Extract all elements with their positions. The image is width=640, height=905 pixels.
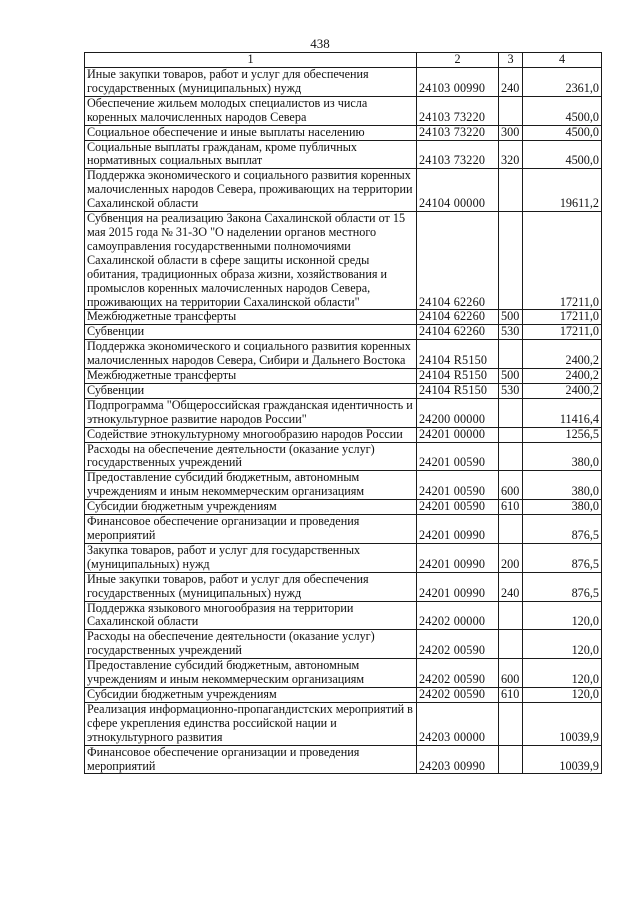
row-name-cell: Субвенции xyxy=(85,325,417,340)
row-code-cell: 24201 00590 xyxy=(417,442,499,471)
row-expense-type-cell xyxy=(499,601,523,630)
row-name-cell: Социальное обеспечение и иные выплаты населению xyxy=(85,125,417,140)
table-row xyxy=(85,572,602,601)
row-code-cell: 24103 73220 xyxy=(417,125,499,140)
row-expense-type-cell xyxy=(499,630,523,659)
table-row xyxy=(85,125,602,140)
row-name-cell: Финансовое обеспечение организации и проведения мероприятий xyxy=(85,745,417,774)
row-expense-type-cell: 200 xyxy=(499,543,523,572)
row-name-cell: Социальные выплаты гражданам, кроме публичных нормативных социальных выплат xyxy=(85,140,417,169)
column-header-4: 4 xyxy=(523,53,602,68)
row-expense-type-cell: 320 xyxy=(499,140,523,169)
row-amount-cell: 120,0 xyxy=(523,601,602,630)
row-code-cell: 24202 00000 xyxy=(417,601,499,630)
row-name-cell: Закупка товаров, работ и услуг для государственных (муниципальных) нужд xyxy=(85,543,417,572)
row-name-cell: Обеспечение жильем молодых специалистов из числа коренных малочисленных народов Севера xyxy=(85,96,417,125)
row-name-cell: Поддержка экономического и социального развития коренных малочисленных народов Севера, Сибири и Дальнего Востока xyxy=(85,340,417,369)
table-row xyxy=(85,601,602,630)
row-expense-type-cell xyxy=(499,702,523,745)
row-name-cell: Предоставление субсидий бюджетным, автономным учреждениям и иным некоммерческим организациям xyxy=(85,659,417,688)
budget-table xyxy=(84,52,602,774)
table-row xyxy=(85,471,602,500)
row-name-cell: Поддержка экономического и социального развития коренных малочисленных народов Севера, проживающих на территории Сахалинской области xyxy=(85,169,417,212)
column-header-2: 2 xyxy=(417,53,499,68)
table-row xyxy=(85,702,602,745)
row-expense-type-cell xyxy=(499,340,523,369)
row-expense-type-cell: 600 xyxy=(499,659,523,688)
row-expense-type-cell xyxy=(499,398,523,427)
table-row xyxy=(85,442,602,471)
page-number: 438 xyxy=(310,36,330,51)
row-amount-cell: 4500,0 xyxy=(523,125,602,140)
row-code-cell: 24104 R5150 xyxy=(417,340,499,369)
row-amount-cell: 2400,2 xyxy=(523,383,602,398)
table-row xyxy=(85,515,602,544)
row-name-cell: Субсидии бюджетным учреждениям xyxy=(85,500,417,515)
row-name-cell: Поддержка языкового многообразия на территории Сахалинской области xyxy=(85,601,417,630)
table-row xyxy=(85,68,602,97)
row-name-cell: Расходы на обеспечение деятельности (оказание услуг) государственных учреждений xyxy=(85,442,417,471)
row-amount-cell: 2361,0 xyxy=(523,68,602,97)
column-header-1: 1 xyxy=(85,53,417,68)
table-row xyxy=(85,687,602,702)
row-expense-type-cell: 530 xyxy=(499,325,523,340)
row-name-cell: Финансовое обеспечение организации и проведения мероприятий xyxy=(85,515,417,544)
row-amount-cell: 10039,9 xyxy=(523,702,602,745)
row-expense-type-cell: 300 xyxy=(499,125,523,140)
row-amount-cell: 2400,2 xyxy=(523,369,602,384)
row-expense-type-cell xyxy=(499,212,523,310)
row-expense-type-cell xyxy=(499,169,523,212)
row-code-cell: 24104 00000 xyxy=(417,169,499,212)
table-row xyxy=(85,369,602,384)
row-amount-cell: 120,0 xyxy=(523,687,602,702)
row-code-cell: 24201 00990 xyxy=(417,543,499,572)
row-expense-type-cell xyxy=(499,96,523,125)
table-row xyxy=(85,427,602,442)
row-name-cell: Подпрограмма "Общероссийская гражданская идентичность и этнокультурное развитие народов России" xyxy=(85,398,417,427)
row-code-cell: 24103 73220 xyxy=(417,96,499,125)
row-amount-cell: 120,0 xyxy=(523,659,602,688)
row-name-cell: Реализация информационно-пропагандистских мероприятий в сфере укрепления единства российской нации и этнокультурного развития xyxy=(85,702,417,745)
row-name-cell: Субвенция на реализацию Закона Сахалинской области от 15 мая 2015 года № 31-ЗО "О наделении органов местного самоуправления государственными полномочиями Сахалинской области в сфере защиты исконной среды обитания, традиционных образа жизни, хозяйствования и промыслов коренных малочисленных народов Севера, проживающих на территории Сахалинской области" xyxy=(85,212,417,310)
row-expense-type-cell xyxy=(499,515,523,544)
row-code-cell: 24104 R5150 xyxy=(417,369,499,384)
row-name-cell: Межбюджетные трансферты xyxy=(85,310,417,325)
row-expense-type-cell xyxy=(499,745,523,774)
row-code-cell: 24201 00590 xyxy=(417,500,499,515)
row-code-cell: 24202 00590 xyxy=(417,687,499,702)
table-row xyxy=(85,340,602,369)
row-code-cell: 24203 00990 xyxy=(417,745,499,774)
row-amount-cell: 1256,5 xyxy=(523,427,602,442)
row-amount-cell: 380,0 xyxy=(523,500,602,515)
row-expense-type-cell: 240 xyxy=(499,572,523,601)
row-code-cell: 24201 00990 xyxy=(417,515,499,544)
row-code-cell: 24201 00990 xyxy=(417,572,499,601)
row-amount-cell: 2400,2 xyxy=(523,340,602,369)
row-code-cell: 24203 00000 xyxy=(417,702,499,745)
table-row xyxy=(85,500,602,515)
row-name-cell: Иные закупки товаров, работ и услуг для обеспечения государственных (муниципальных) нужд xyxy=(85,572,417,601)
row-amount-cell: 4500,0 xyxy=(523,140,602,169)
row-name-cell: Расходы на обеспечение деятельности (оказание услуг) государственных учреждений xyxy=(85,630,417,659)
row-amount-cell: 120,0 xyxy=(523,630,602,659)
row-amount-cell: 10039,9 xyxy=(523,745,602,774)
row-amount-cell: 876,5 xyxy=(523,543,602,572)
table-row xyxy=(85,398,602,427)
row-amount-cell: 17211,0 xyxy=(523,212,602,310)
row-expense-type-cell: 600 xyxy=(499,471,523,500)
row-amount-cell: 17211,0 xyxy=(523,325,602,340)
row-amount-cell: 876,5 xyxy=(523,515,602,544)
table-row xyxy=(85,140,602,169)
row-name-cell: Субвенции xyxy=(85,383,417,398)
row-code-cell: 24201 00590 xyxy=(417,471,499,500)
row-name-cell: Содействие этнокультурному многообразию народов России xyxy=(85,427,417,442)
row-code-cell: 24104 62260 xyxy=(417,212,499,310)
row-code-cell: 24103 73220 xyxy=(417,140,499,169)
table-row xyxy=(85,659,602,688)
table-row xyxy=(85,310,602,325)
table-row xyxy=(85,543,602,572)
row-expense-type-cell xyxy=(499,427,523,442)
row-amount-cell: 876,5 xyxy=(523,572,602,601)
row-amount-cell: 380,0 xyxy=(523,471,602,500)
row-expense-type-cell: 610 xyxy=(499,687,523,702)
row-name-cell: Предоставление субсидий бюджетным, автономным учреждениям и иным некоммерческим организациям xyxy=(85,471,417,500)
row-expense-type-cell: 500 xyxy=(499,369,523,384)
row-expense-type-cell: 240 xyxy=(499,68,523,97)
table-body xyxy=(85,53,602,774)
row-code-cell: 24104 62260 xyxy=(417,325,499,340)
table-row xyxy=(85,325,602,340)
row-amount-cell: 11416,4 xyxy=(523,398,602,427)
table-row xyxy=(85,212,602,310)
table-header-row xyxy=(85,53,602,68)
column-header-3: 3 xyxy=(499,53,523,68)
row-expense-type-cell: 610 xyxy=(499,500,523,515)
row-code-cell: 24200 00000 xyxy=(417,398,499,427)
row-amount-cell: 17211,0 xyxy=(523,310,602,325)
row-name-cell: Межбюджетные трансферты xyxy=(85,369,417,384)
row-amount-cell: 19611,2 xyxy=(523,169,602,212)
row-code-cell: 24104 62260 xyxy=(417,310,499,325)
table-row xyxy=(85,630,602,659)
row-code-cell: 24103 00990 xyxy=(417,68,499,97)
row-amount-cell: 4500,0 xyxy=(523,96,602,125)
table-row xyxy=(85,745,602,774)
table-row xyxy=(85,383,602,398)
row-code-cell: 24202 00590 xyxy=(417,659,499,688)
table-row xyxy=(85,96,602,125)
row-code-cell: 24104 R5150 xyxy=(417,383,499,398)
table-row xyxy=(85,169,602,212)
row-expense-type-cell xyxy=(499,442,523,471)
row-name-cell: Субсидии бюджетным учреждениям xyxy=(85,687,417,702)
row-expense-type-cell: 530 xyxy=(499,383,523,398)
row-expense-type-cell: 500 xyxy=(499,310,523,325)
row-code-cell: 24202 00590 xyxy=(417,630,499,659)
row-amount-cell: 380,0 xyxy=(523,442,602,471)
row-name-cell: Иные закупки товаров, работ и услуг для обеспечения государственных (муниципальных) нужд xyxy=(85,68,417,97)
row-code-cell: 24201 00000 xyxy=(417,427,499,442)
